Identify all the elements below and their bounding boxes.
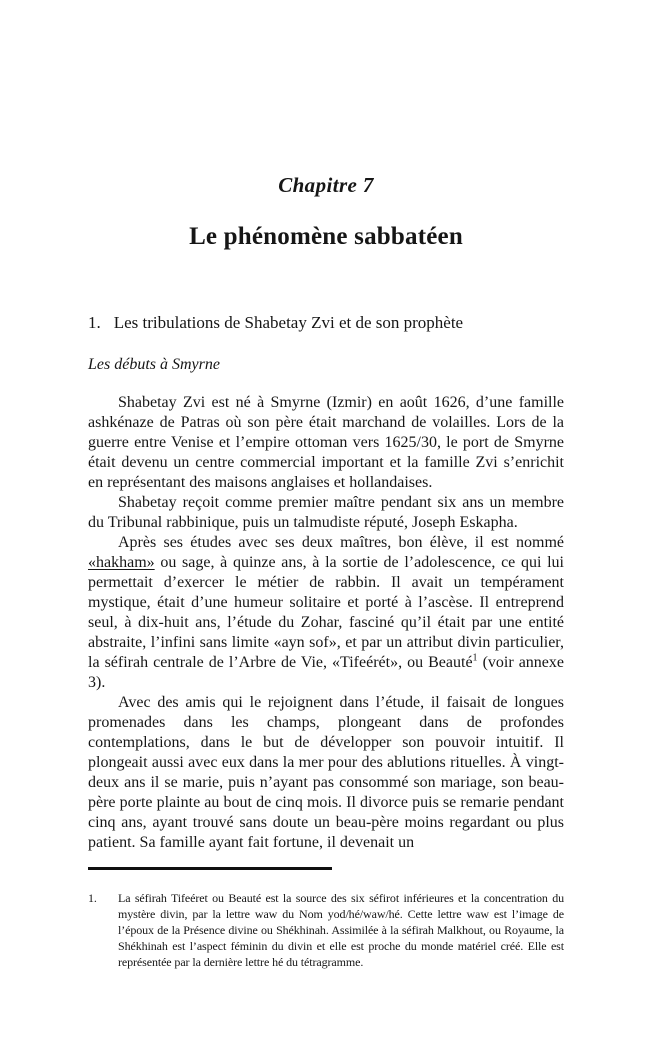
paragraph-4: Avec des amis qui le rejoignent dans l’étude, il faisait de longues promenades dans les champs, plongeant dans de profondes contemplations, dans le but de développer son pouvoir intuitif. Il plongeait aussi avec eux dans la mer pour des ablutions rituelles. À vingt-deux ans il se marie, puis n’ayant pas consommé son mariage, son beau-père porte plainte au bout de cinq mois. Il divorce puis se remarie pendant cinq ans, ayant trouvé sans doute un beau-père moins regardant ou plus patient. Sa famille ayant fait fortune, il devenait un [88, 694, 564, 851]
paragraph-1: Shabetay Zvi est né à Smyrne (Izmir) en août 1626, d’une famille ashkénaze de Patras où son père était marchand de volailles. Lors de la guerre entre Venise et l’empire ottoman vers 1625/30, le port de Smyrne était devenu un centre commercial important et la famille Zvi s’enrichit en représentant des maisons anglaises et hollandaises. [88, 394, 564, 491]
paragraph-3-text: Après ses études avec ses deux maîtres, bon élève, il est nommé [118, 534, 564, 551]
footnote [88, 890, 564, 970]
section-title: Les tribulations de Shabetay Zvi et de son prophète [113, 313, 464, 332]
footnote-separator-rule [88, 867, 332, 870]
paragraph-3-text: ou sage, à quinze ans, à la sortie de l’adolescence, ce qui lui permettait d’exercer le métier de rabbin. Il avait un tempérament mystique, était d’une humeur solitaire et porté à l’ascèse. Il entreprend seul, à dix-huit ans, l’étude du Zohar, fasciné qu’il était par une entité abstraite, l’infini sans limite «ayn sof», et par un attribut divin particulier, la séfirah centrale de l’Arbre de Vie, «Tifeérét», ou Beauté [88, 554, 564, 671]
chapter-title: Le phénomène sabbatéen [189, 223, 463, 250]
hakham-term: «hakham» [88, 554, 155, 571]
paragraph-2: Shabetay reçoit comme premier maître pendant six ans un membre du Tribunal rabbinique, puis un talmudiste réputé, Joseph Eskapha. [88, 494, 564, 531]
body-text [88, 393, 564, 853]
footnote-text: La séfirah Tifeéret ou Beauté est la source des six séfirot inférieures et la concentration du mystère divin, par la lettre waw du Nom yod/hé/waw/hé. Cette lettre waw est l’image de l’époux de la Présence divine ou Shékhinah. Assimilée à la séfirah Malkhout, ou Royaume, la Shékhinah est l’aspect féminin du divin et elle est proche du monde matériel créé. Elle est représentée par la dernière lettre hé du tétragramme. [118, 891, 564, 969]
section-number: 1. [88, 313, 101, 332]
paragraph-3 [88, 533, 564, 693]
page-content [88, 0, 564, 970]
footnote-reference-mark: 1 [472, 652, 478, 664]
subsection-title: Les débuts à Smyrne [88, 356, 220, 373]
footnote-number: 1. [88, 891, 97, 905]
paragraph-3-text: (voir annexe 3). [88, 654, 565, 691]
section-heading [88, 312, 564, 333]
chapter-heading: Chapitre 7 [278, 173, 374, 197]
